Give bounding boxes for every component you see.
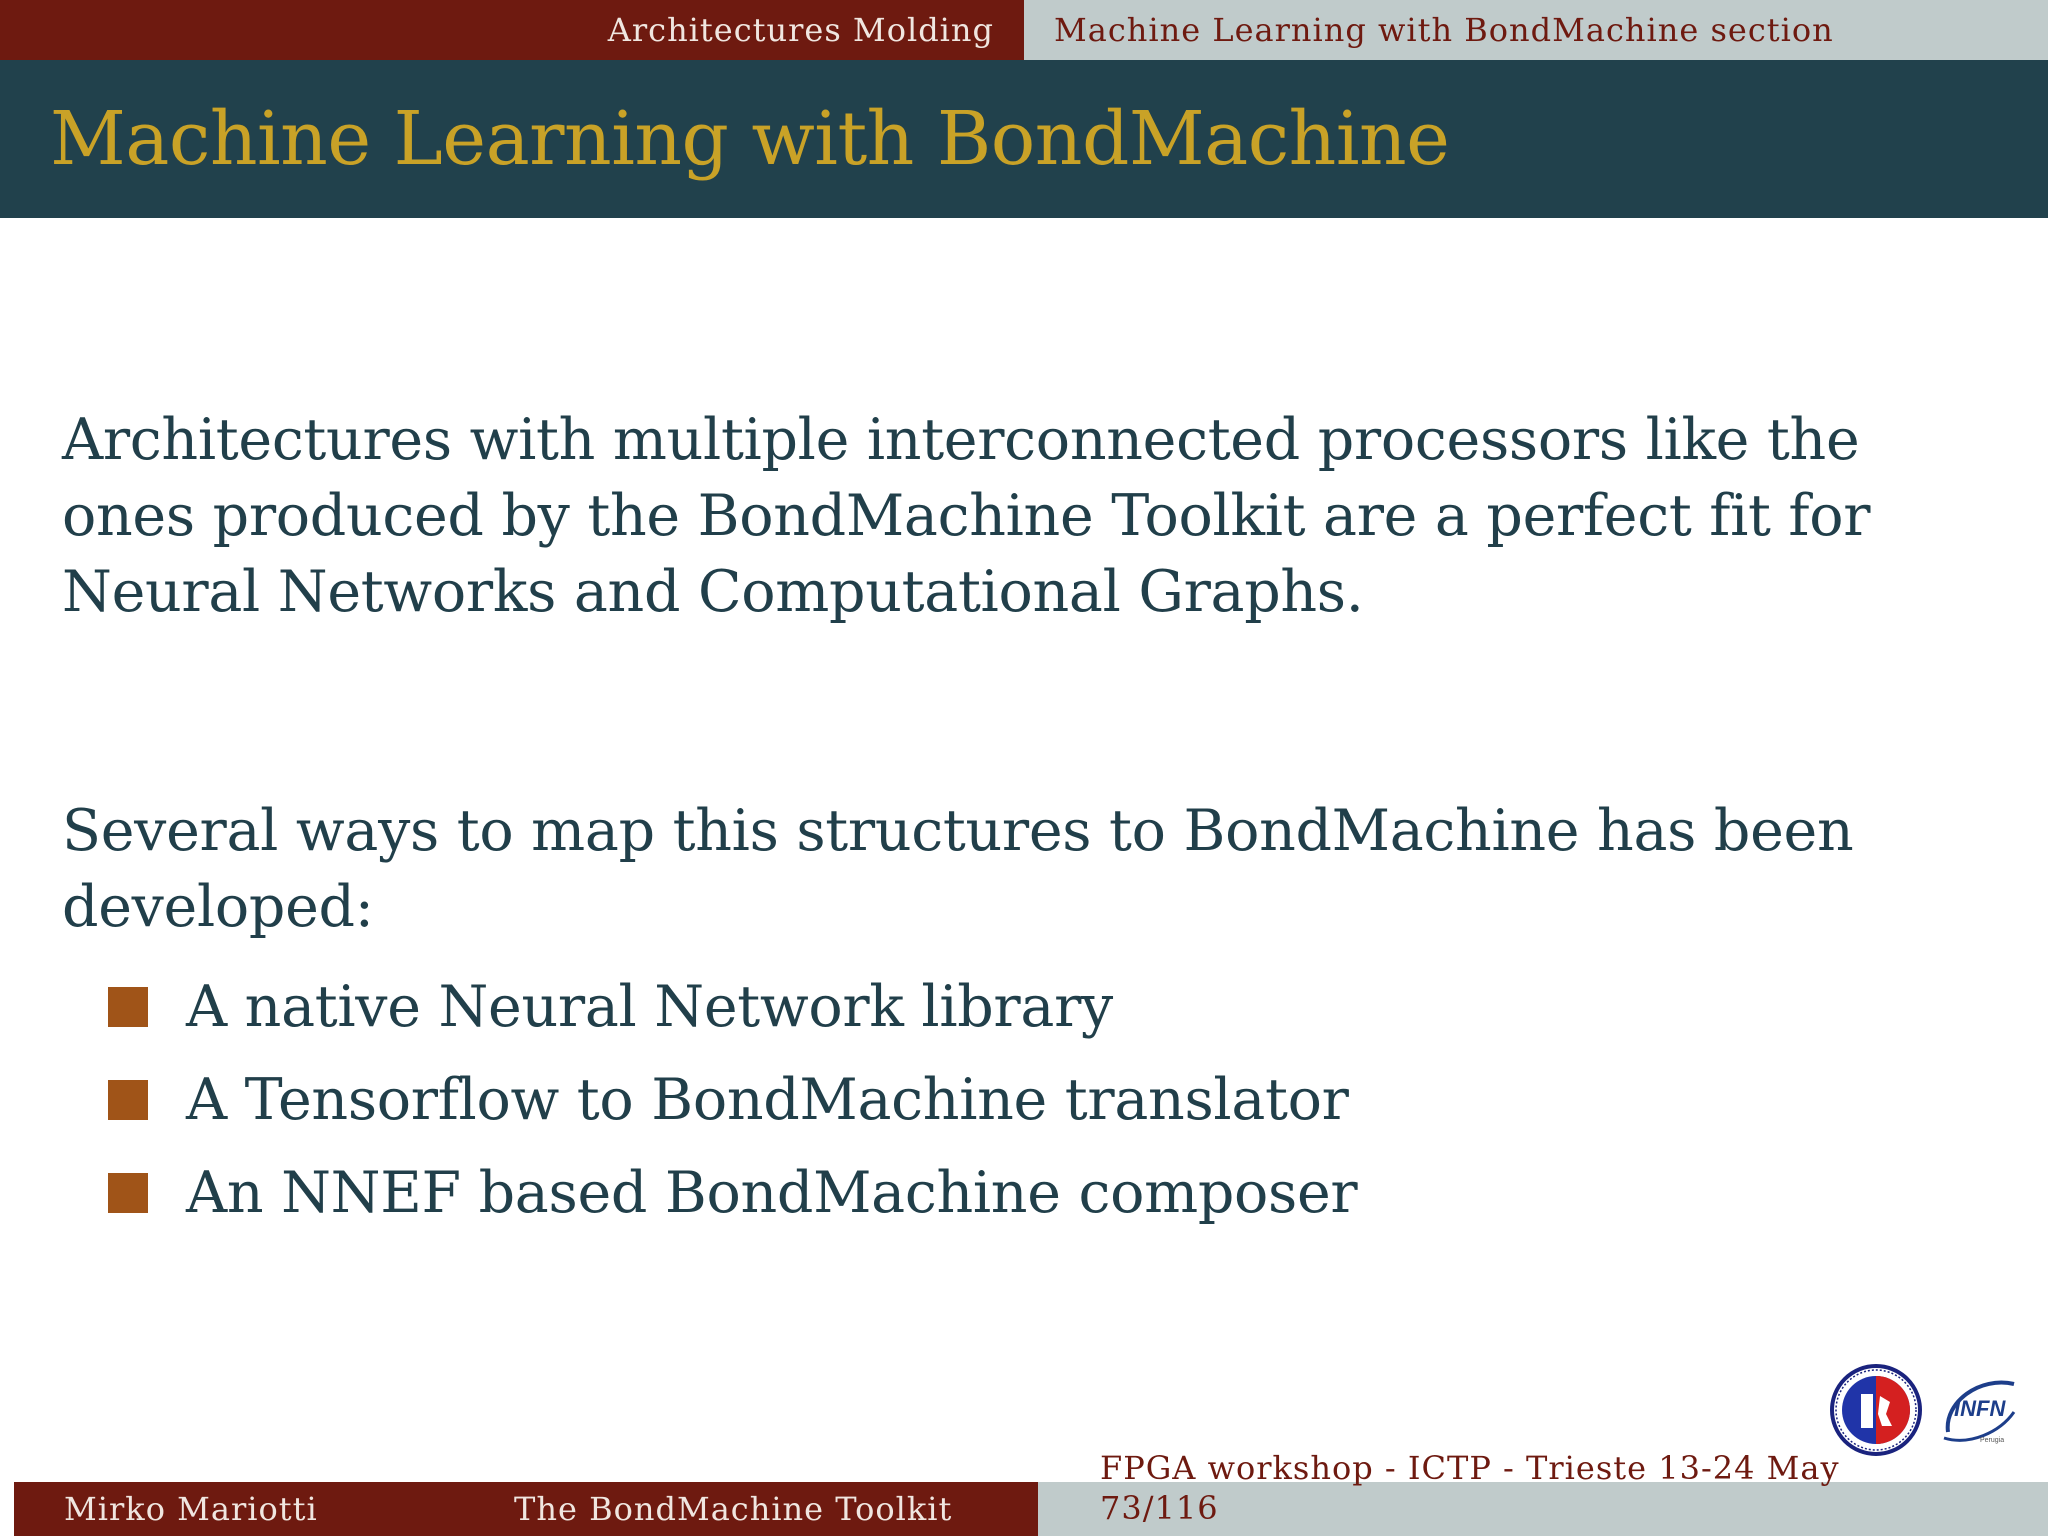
square-bullet-icon [108, 1080, 148, 1120]
top-navigation-bar [0, 0, 2048, 60]
square-bullet-icon [108, 1173, 148, 1213]
footer-event: FPGA workshop - ICTP - Trieste 13-24 May [1100, 1449, 1840, 1487]
list-item [108, 960, 1357, 1053]
bullet-text: An NNEF based BondMachine composer [186, 1159, 1358, 1226]
footer-talk-title: The BondMachine Toolkit [514, 1490, 953, 1528]
list-item [108, 1146, 1357, 1239]
footer-author: Mirko Mariotti [64, 1490, 318, 1528]
footer-left [14, 1482, 1038, 1536]
footer-page-number: 73/116 [1100, 1489, 1219, 1527]
bullet-list [108, 960, 1357, 1239]
title-band [0, 60, 2048, 218]
nav-subsection[interactable]: Machine Learning with BondMachine section [1024, 0, 2048, 60]
svg-text:Perugia: Perugia [1980, 1437, 2005, 1444]
list-item [108, 1053, 1357, 1146]
svg-text:INFN: INFN [1954, 1396, 2006, 1421]
bullet-text: A native Neural Network library [186, 973, 1113, 1040]
nav-section[interactable]: Architectures Molding [0, 0, 1024, 60]
bullet-text: A Tensorflow to BondMachine translator [186, 1066, 1349, 1133]
infn-logo-icon [1940, 1372, 2018, 1448]
footer-event-info [1100, 1448, 2040, 1528]
square-bullet-icon [108, 987, 148, 1027]
paragraph-mapping: Several ways to map this structures to BondMachine has been developed: [62, 798, 1854, 940]
paragraph-architectures: Architectures with multiple interconnected processors like the ones produced by the BondMachine Toolkit are a perfect fit for Neural Networks and Computational Graphs. [62, 407, 1871, 625]
slide-title: Machine Learning with BondMachine [50, 96, 1450, 182]
